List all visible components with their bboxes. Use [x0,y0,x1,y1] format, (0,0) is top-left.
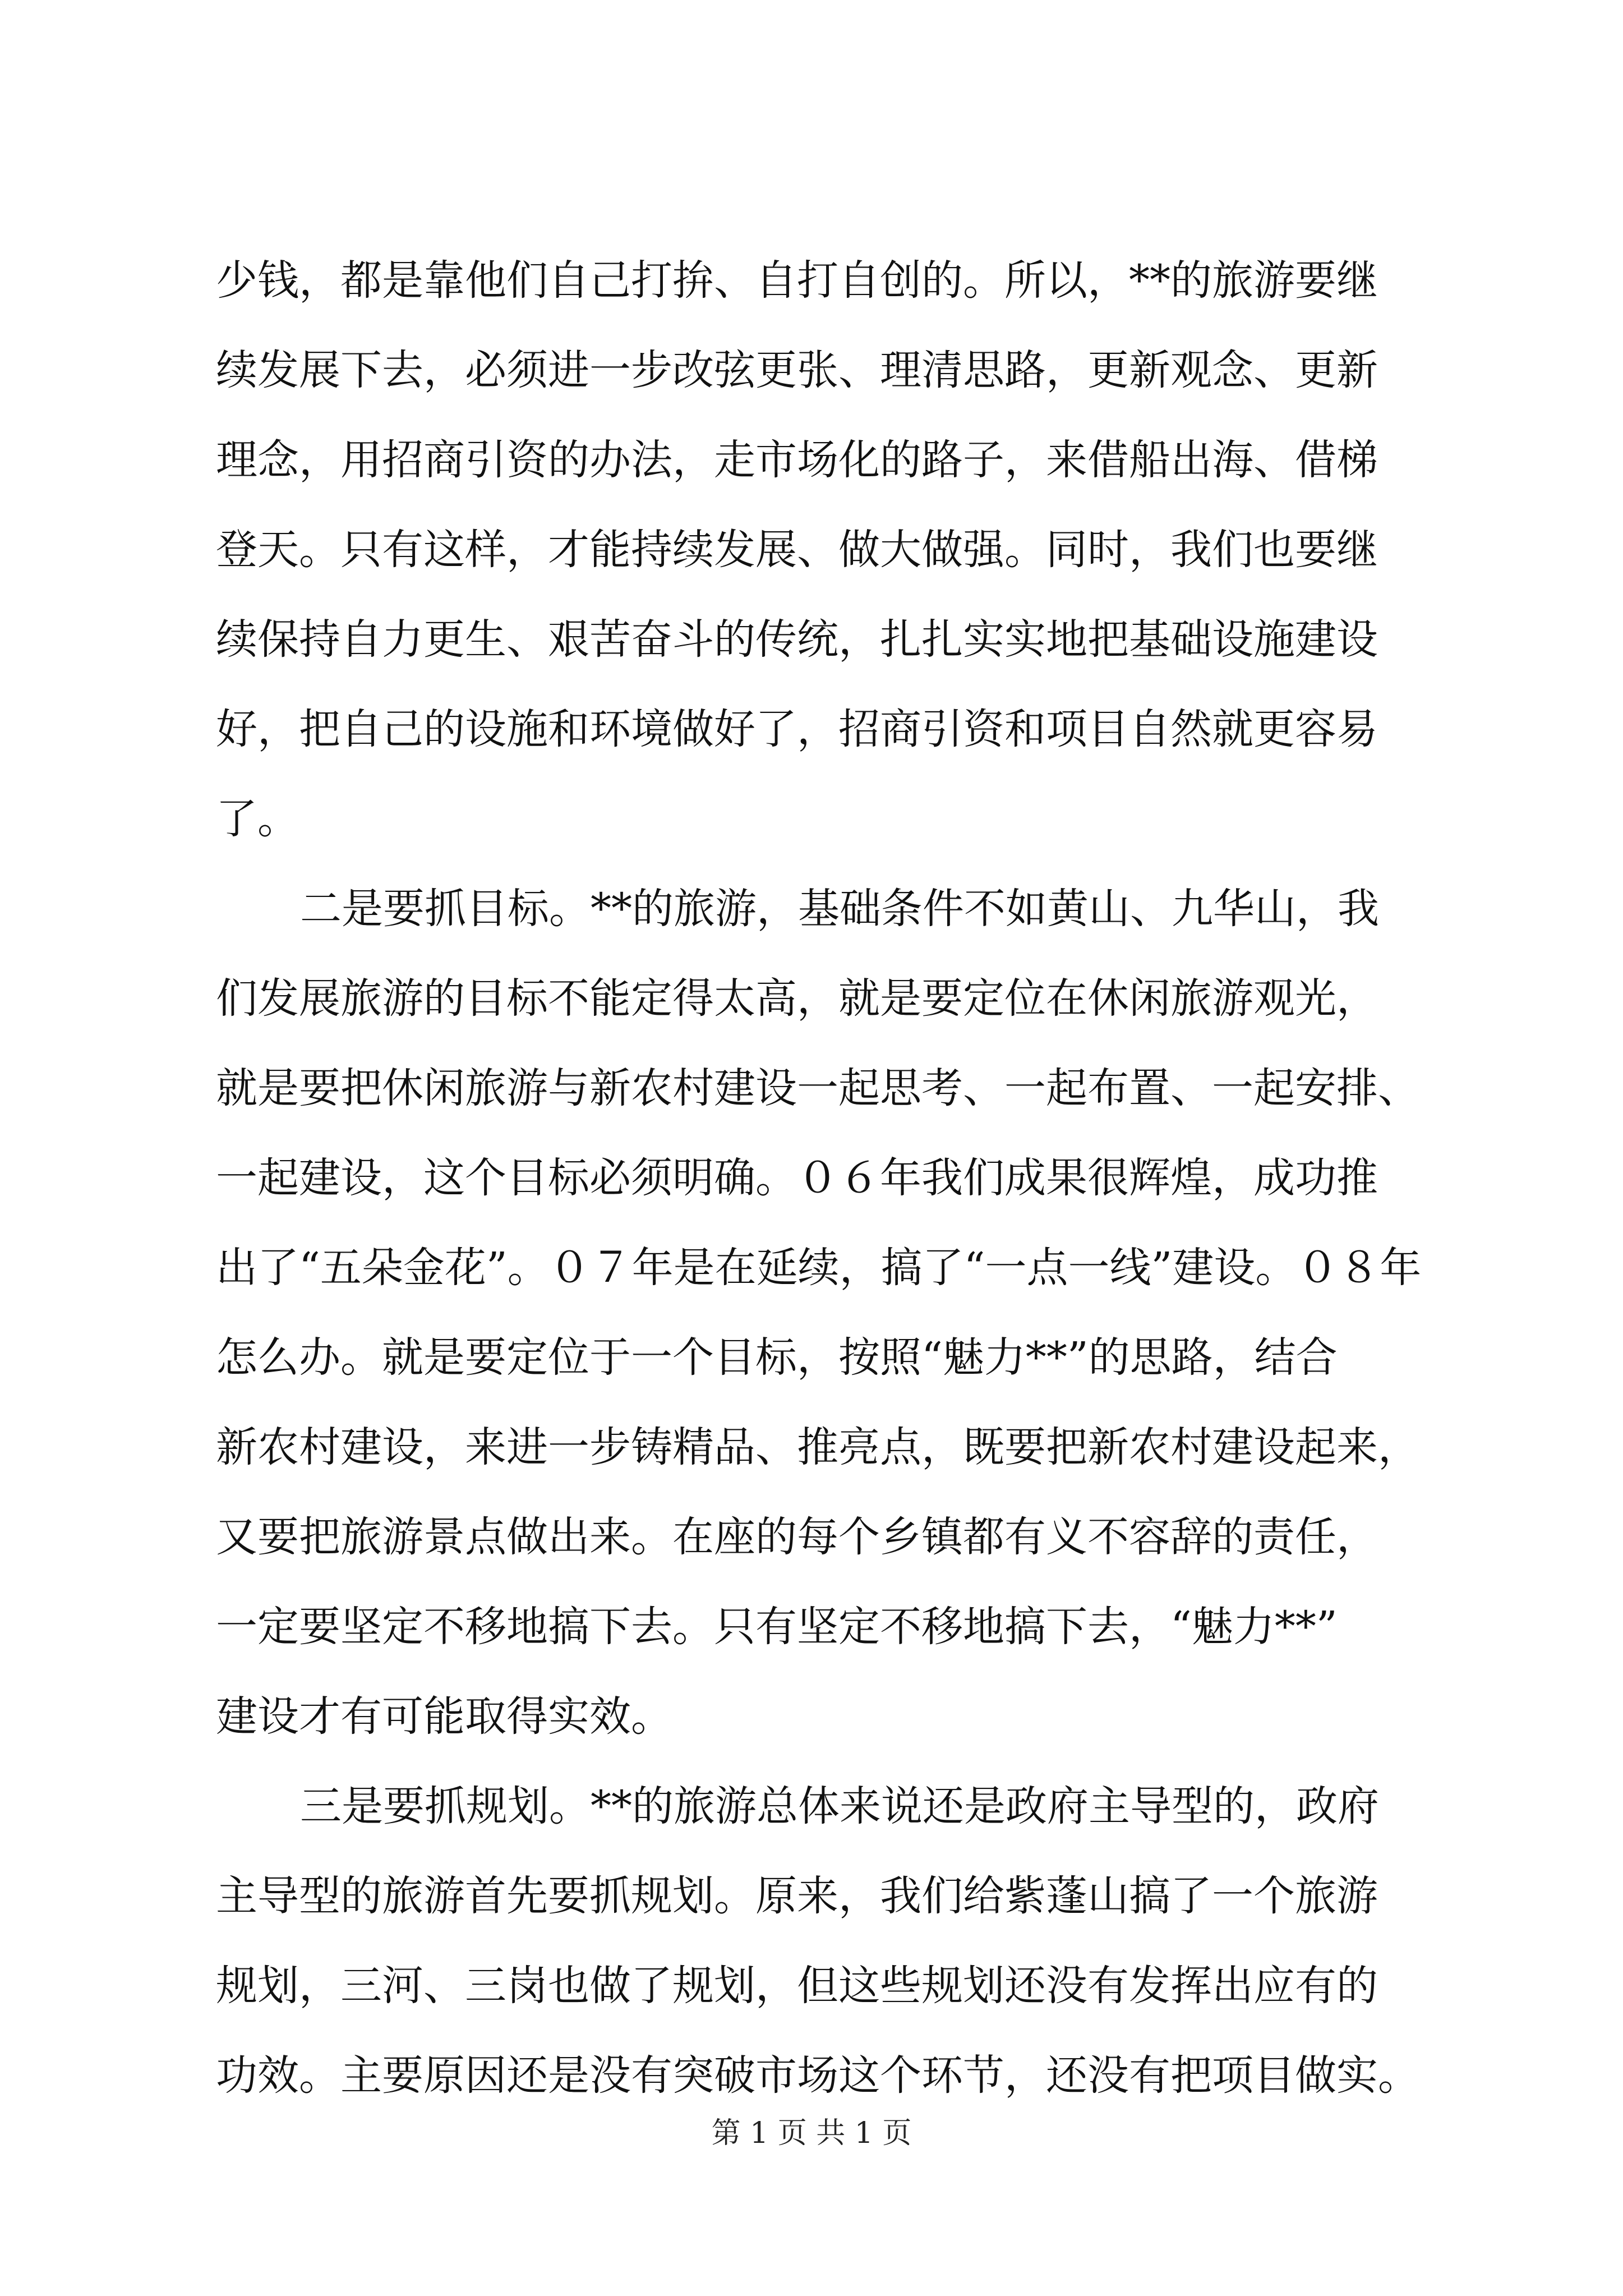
text-line: 就是要把休闲旅游与新农村建设一起思考、一起布置、一起安排、 [216,1064,1419,1112]
text-line: 续保持自力更生、艰苦奋斗的传统，扎扎实实地把基础设施建设 [216,615,1378,664]
text-line: 出了“五朵金花”。０７年是在延续，搞了“一点一线”建设。０８年 [216,1244,1422,1292]
text-line: 又要把旅游景点做出来。在座的每个乡镇都有义不容辞的责任， [216,1513,1378,1561]
text-line: 续发展下去，必须进一步改弦更张、理清思路，更新观念、更新 [216,346,1378,394]
text-line: 好，把自己的设施和环境做好了，招商引资和项目自然就更容易 [216,705,1378,753]
paragraph-first-line: 三是要抓规划。**的旅游总体来说还是政府主导型的，政府 [300,1782,1379,1830]
text-line: 一起建设，这个目标必须明确。０６年我们成果很辉煌，成功推 [216,1154,1378,1202]
text-line: 一定要坚定不移地搞下去。只有坚定不移地搞下去，“魅力**” [216,1603,1338,1651]
text-line: 建设才有可能取得实效。 [216,1692,672,1741]
document-body [216,252,1422,2137]
text-line: 理念，用招商引资的办法，走市场化的路子，来借船出海、借梯 [216,436,1378,484]
page-number-label: 第 1 页 共 1 页 [711,2116,912,2150]
text-line: 功效。主要原因还是没有突破市场这个环节，还没有把项目做实。 [216,2051,1419,2100]
text-line: 怎么办。就是要定位于一个目标，按照“魅力**”的思路，结合 [216,1333,1338,1382]
page-footer [0,2114,1623,2153]
text-line: 了。 [216,795,299,843]
text-line: 登天。只有这样，才能持续发展、做大做强。同时，我们也要继 [216,526,1378,574]
text-line: 们发展旅游的目标不能定得太高，就是要定位在休闲旅游观光， [216,974,1378,1023]
text-line: 规划，三河、三岗也做了规划，但这些规划还没有发挥出应有的 [216,1962,1378,2010]
text-line: 少钱，都是靠他们自己打拚、自打自创的。所以，**的旅游要继 [216,256,1378,305]
text-line: 主导型的旅游首先要抓规划。原来，我们给紫蓬山搞了一个旅游 [216,1872,1378,1920]
text-line: 新农村建设，来进一步铸精品、推亮点，既要把新农村建设起来， [216,1423,1419,1471]
paragraph-first-line: 二是要抓目标。**的旅游，基础条件不如黄山、九华山，我 [300,885,1379,933]
